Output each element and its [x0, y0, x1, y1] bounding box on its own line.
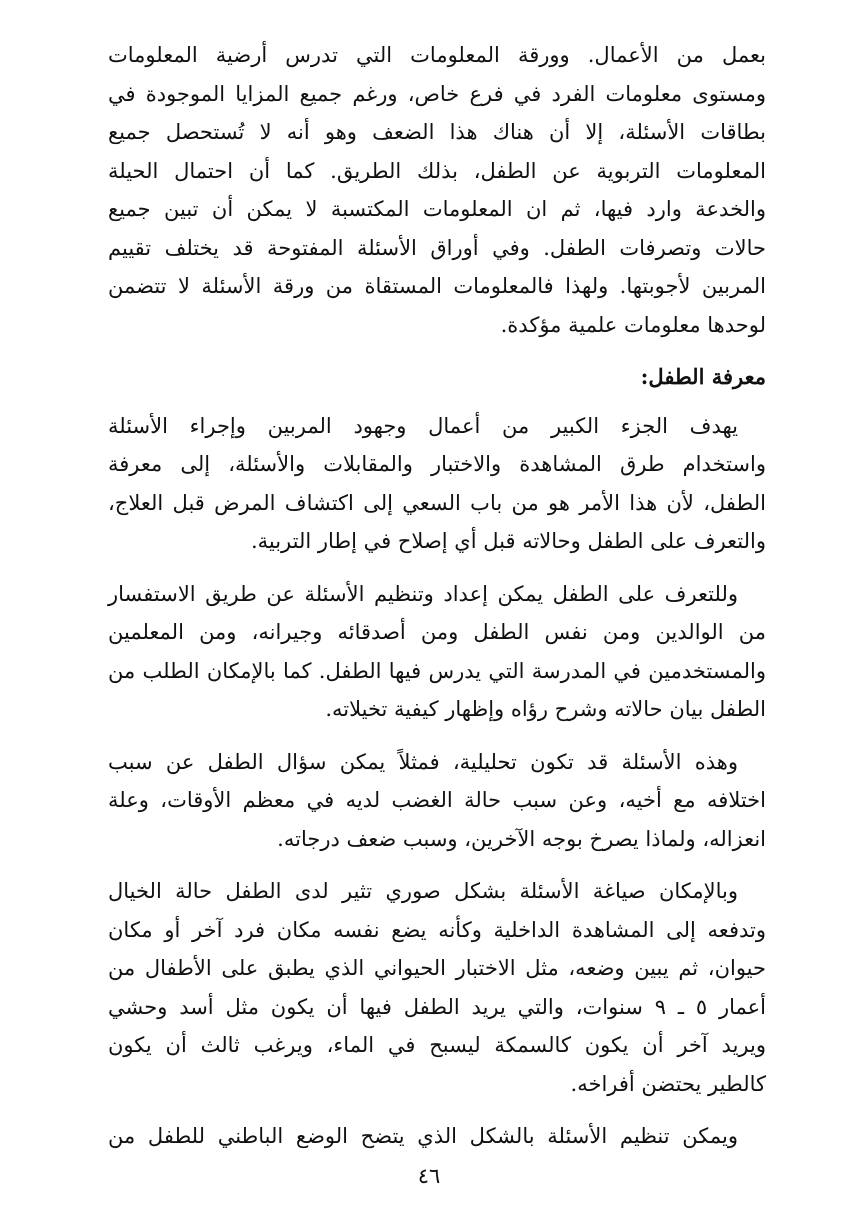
text-line: وهذه الأسئلة قد تكون تحليلية، فمثلاً يمكن سؤال الطفل عن سبب — [108, 749, 738, 774]
paragraph — [108, 575, 766, 729]
text-line: والمستخدمين في المدرسة التي يدرس فيها الطفل. كما بالإمكان الطلب من — [108, 658, 766, 683]
text-line: وللتعرف على الطفل يمكن إعداد وتنظيم الأسئلة عن طريق الاستفسار — [108, 581, 738, 606]
text-line: واستخدام طرق المشاهدة والاختبار والمقابلات والأسئلة، إلى معرفة — [108, 452, 766, 476]
text-line: يهدف الجزء الكبير من أعمال وجهود المربين وإجراء الأسئلة — [108, 413, 738, 438]
paragraph — [108, 872, 766, 1103]
text-line: بعمل من الأعمال. وورقة المعلومات التي تدرس أرضية المعلومات — [108, 43, 766, 67]
paragraph — [108, 407, 766, 561]
text-line: الطفل بيان حالاته وشرح رؤاه وإظهار كيفية تخيلاته. — [325, 697, 766, 721]
text-line: والتعرف على الطفل وحالاته قبل أي إصلاح في إطار التربية. — [250, 529, 766, 553]
text-line: انعزاله، ولماذا يصرخ بوجه الآخرين، وسبب ضعف درجاته. — [277, 826, 766, 851]
text-line: الطفل، لأن هذا الأمر هو من باب السعي إلى اكتشاف المرض قبل العلاج، — [108, 490, 766, 515]
text-line: وتدفعه إلى المشاهدة الداخلية وكأنه يضع نفسه مكان فرد آخر أو مكان — [108, 917, 766, 942]
text-line: كالطير يحتضن أفراخه. — [570, 1071, 766, 1096]
text-line: المربين لأجوبتها. ولهذا فالمعلومات المستقاة من ورقة الأسئلة لا تتضمن — [108, 274, 766, 298]
paragraph — [108, 743, 766, 859]
text-line: ويريد آخر أن يكون كالسمكة ليسبح في الماء، ويرغب ثالث أن يكون — [108, 1033, 766, 1057]
text-line: اختلافه مع أخيه، وعن سبب حالة الغضب لديه في معظم الأوقات، وعلة — [108, 788, 766, 812]
document-page — [108, 36, 766, 1170]
text-line: المعلومات التربوية عن الطفل، بذلك الطريق. كما أن احتمال الحيلة — [108, 158, 766, 183]
text-line: أعمار ٥ ـ ٩ سنوات، والتي يريد الطفل فيها أن يكون مثل أسد وحشي — [108, 994, 766, 1019]
text-line: ويمكن تنظيم الأسئلة بالشكل الذي يتضح الوضع الباطني للطفل من — [108, 1124, 738, 1148]
text-line: والخدعة وارد فيها، ثم ان المعلومات المكتسبة لا يمكن أن تبين جميع — [108, 197, 766, 221]
page-number: ٤٦ — [417, 1164, 441, 1188]
text-line: حيوان، ثم يبين وضعه، مثل الاختبار الحيواني الذي يطبق على الأطفال من — [108, 956, 766, 980]
text-line: ومستوى معلومات الفرد في فرع خاص، ورغم جميع المزايا الموجودة في — [108, 81, 766, 106]
text-line: لوحدها معلومات علمية مؤكدة. — [500, 312, 766, 337]
text-line: بطاقات الأسئلة، إلا أن هناك هذا الضعف وهو أنه لا تُستحصل جميع — [108, 120, 766, 144]
text-line: من الوالدين ومن نفس الطفل ومن أصدقائه وجيرانه، ومن المعلمين — [108, 620, 766, 644]
section-heading: معرفة الطفل: — [640, 364, 766, 389]
paragraph — [108, 36, 766, 344]
paragraph — [108, 1117, 766, 1156]
text-line: حالات وتصرفات الطفل. وفي أوراق الأسئلة المفتوحة قد يختلف تقييم — [108, 235, 766, 260]
text-line: وبالإمكان صياغة الأسئلة بشكل صوري تثير لدى الطفل حالة الخيال — [108, 879, 738, 903]
